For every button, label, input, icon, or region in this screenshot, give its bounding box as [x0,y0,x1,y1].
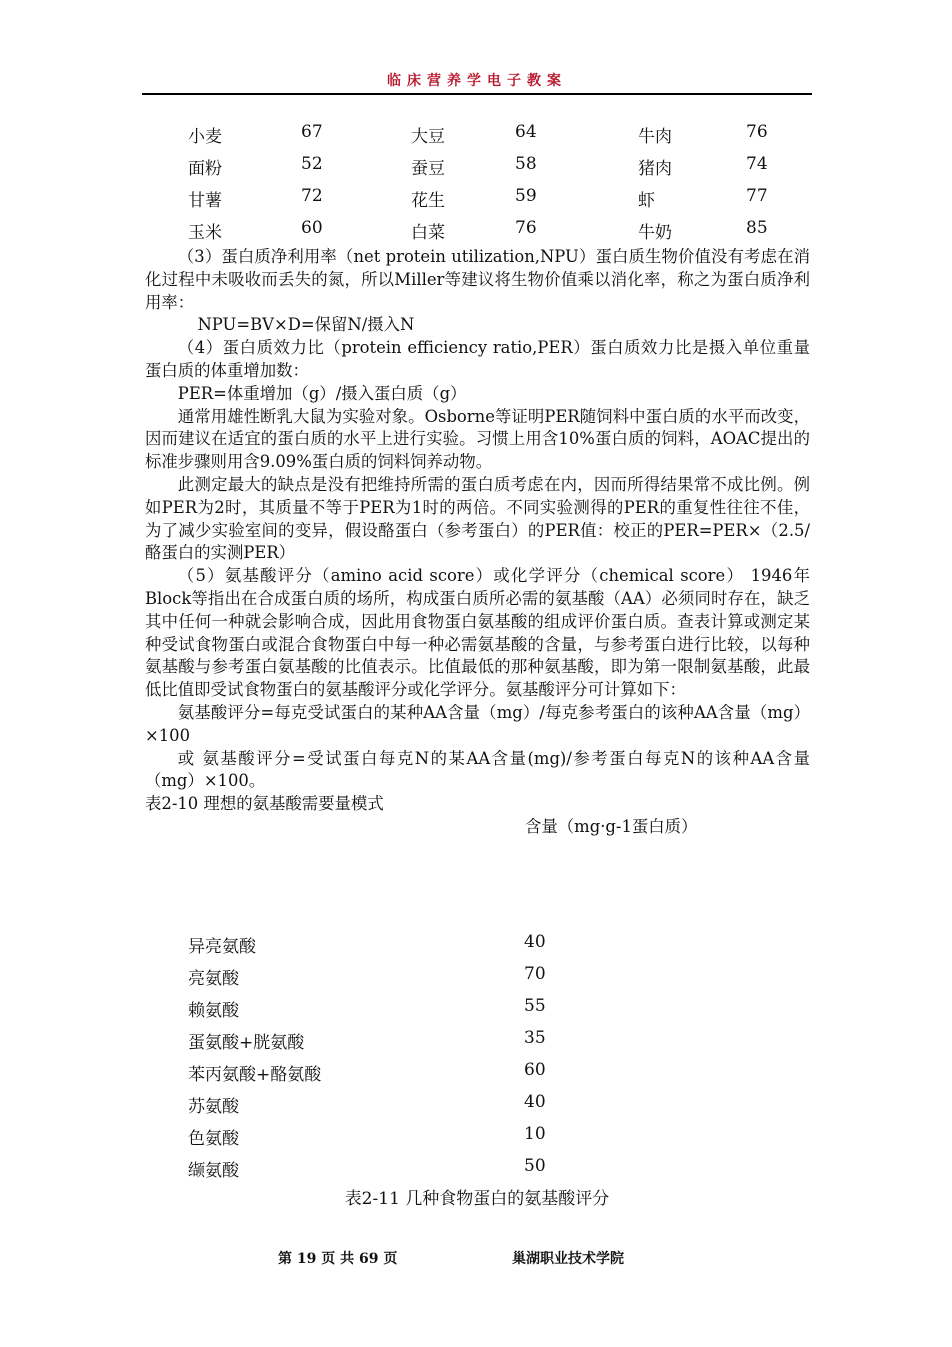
table-row [188,1152,748,1184]
table-row [188,118,808,150]
table-row [188,182,808,214]
formula-npu: NPU=BV×D=保留N/摄入N [197,315,415,335]
table-cell: 64 [515,122,537,142]
table-cell: 异亮氨酸 [188,937,256,957]
table-cell: 小麦 [188,127,222,147]
table-cell: 蛋氨酸+胱氨酸 [188,1033,305,1053]
table-cell: 55 [524,996,546,1016]
table-caption: 表2-10 理想的氨基酸需要量模式 [145,794,384,814]
table-cell: 猪肉 [638,159,672,179]
header-rule [142,93,812,95]
table-cell: 35 [524,1028,546,1048]
table-cell: 苏氨酸 [188,1097,239,1117]
table-row [188,150,808,182]
paragraph-aa-score: （5）氨基酸评分（amino acid score）或化学评分（chemical score） 1946年Block等指出在合成蛋白质的场所，构成蛋白质所必需的氨基酸（AA）必须同时存在，缺乏其中任何一种就会影响合成，因此用食物蛋白氨基酸的组成评价蛋白质。查表计算或测定某种受试食物蛋白或混合食物蛋白中每一种必需氨基酸的含量，与参考蛋白进行比较，以每种氨基酸与参考蛋白氨基酸的比值表示。比值最低的那种氨基酸，即为第一限制氨基酸，此最低比值即受试食物蛋白的氨基酸评分或化学评分。氨基酸评分可计算如下： [145,566,810,700]
paragraph-per-method: 通常用雄性断乳大鼠为实验对象。Osborne等证明PER随饲料中蛋白质的水平而改变，因而建议在适宜的蛋白质的水平上进行实验。习惯上用含10%蛋白质的饲料，AOAC提出的标准步骤则用含9.09%蛋白质的饲料饲养动物。 [145,406,810,472]
table-cell: 76 [515,218,537,238]
table-row [188,928,748,960]
table-cell: 面粉 [188,159,222,179]
table-cell: 花生 [411,191,445,211]
paragraph-per: （4）蛋白质效力比（protein efficiency ratio,PER）蛋白质效力比是摄入单位重量蛋白质的体重增加数： [145,338,810,380]
table-row [188,992,748,1024]
page-number: 第 19 页 共 69 页 [278,1251,398,1267]
table-cell: 亮氨酸 [188,969,239,989]
table-cell: 大豆 [411,127,445,147]
table-cell: 40 [524,932,546,952]
table-row [188,1056,748,1088]
table-cell: 牛奶 [638,223,672,243]
table-cell: 50 [524,1156,546,1176]
table-cell: 40 [524,1092,546,1112]
table-cell: 白菜 [411,223,445,243]
school-name: 巢湖职业技术学院 [512,1251,624,1267]
table-cell: 60 [524,1060,546,1080]
table-caption: 表2-11 几种食物蛋白的氨基酸评分 [344,1189,610,1209]
table-cell: 59 [515,186,537,206]
table-cell: 苯丙氨酸+酪氨酸 [188,1065,322,1085]
paragraph-per-drawback: 此测定最大的缺点是没有把维持所需的蛋白质考虑在内，因而所得结果常不成比例。例如PER为2时，其质量不等于PER为1时的两倍。不同实验测得的PER的重复性往往不佳，为了减少实验室间的变异，假设酪蛋白（参考蛋白）的PER值：校正的PER=PER×（2.5/酪蛋白的实测PER） [145,474,810,563]
table-cell: 玉米 [188,223,222,243]
table-row [188,1120,748,1152]
table-cell: 色氨酸 [188,1129,239,1149]
table-cell: 74 [746,154,768,174]
table-row [188,960,748,992]
table-cell: 蚕豆 [411,159,445,179]
table-cell: 72 [301,186,323,206]
table-row [188,214,808,246]
table-cell: 67 [301,122,323,142]
table-row [188,1024,748,1056]
table-cell: 60 [301,218,323,238]
amino-acid-requirement-table [188,928,748,1184]
table-cell: 85 [746,218,768,238]
body-text [145,246,810,839]
paragraph-npu: （3）蛋白质净利用率（net protein utilization,NPU）蛋白质生物价值没有考虑在消化过程中未吸收而丢失的氮，所以Miller等建议将生物价值乘以消化率，称之为蛋白质净利用率： [145,247,810,312]
table-cell: 缬氨酸 [188,1161,239,1181]
table-cell: 牛肉 [638,127,672,147]
table-cell: 赖氨酸 [188,1001,239,1021]
table-unit: 含量（mg·g-1蛋白质） [525,816,698,836]
table-cell: 70 [524,964,546,984]
formula-aa-score: 氨基酸评分=每克受试蛋白的某种AA含量（mg）/每克参考蛋白的该种AA含量（mg）×100 [145,702,810,745]
table-cell: 52 [301,154,323,174]
formula-per: PER=体重增加（g）/摄入蛋白质（g） [177,383,467,403]
table-cell: 58 [515,154,537,174]
formula-aa-score-alt: 或 氨基酸评分=受试蛋白每克N的某AA含量(mg)/参考蛋白每克N的该种AA含量（mg）×100。 [145,748,810,791]
table-cell: 虾 [638,191,655,211]
page-header-title: 临床营养学电子教案 [387,73,567,89]
table-row [188,1088,748,1120]
table-cell: 10 [524,1124,546,1144]
table-cell: 77 [746,186,768,206]
table-cell: 76 [746,122,768,142]
biological-value-table [188,118,808,246]
table-cell: 甘薯 [188,191,222,211]
